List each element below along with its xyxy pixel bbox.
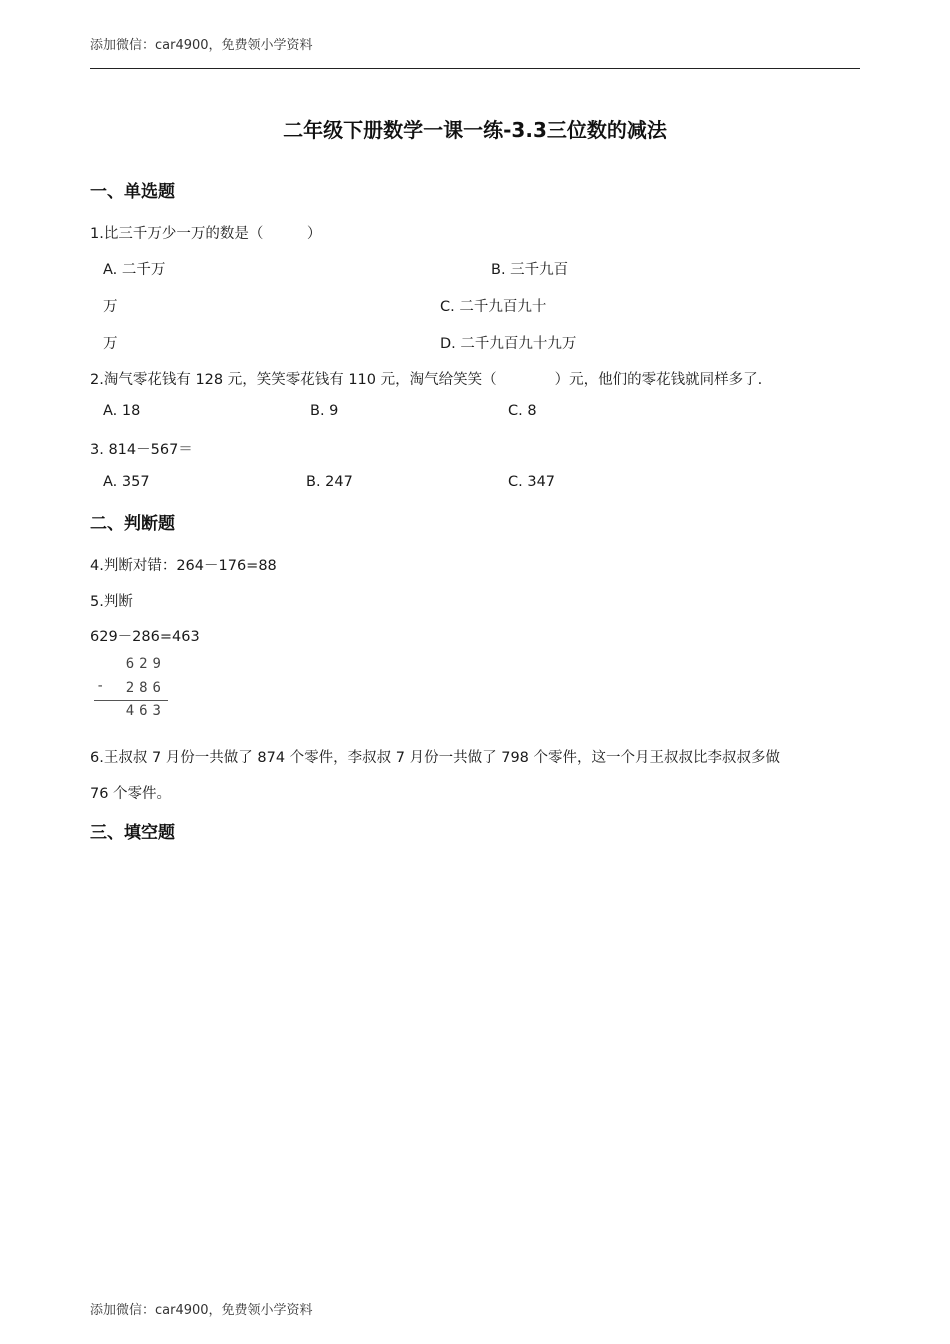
vertical-result-line <box>94 700 168 701</box>
header-divider <box>90 68 860 69</box>
vertical-subtrahend: 286 <box>125 680 166 696</box>
page-header-text: 添加微信：car4900，免费领小学资料 <box>90 38 313 53</box>
question-3-text: 3. 814－567＝ <box>90 442 193 458</box>
page-footer-text: 添加微信：car4900，免费领小学资料 <box>90 1303 313 1318</box>
question-2-option-a[interactable]: A. 18 <box>103 403 141 419</box>
question-2-text: 2.淘气零花钱有 128 元，笑笑零花钱有 110 元，淘气给笑笑（ ）元，他们的零花钱就同样多了. <box>90 372 763 388</box>
question-1-option-c-continuation: 万 <box>103 336 118 352</box>
question-5-text: 5.判断 <box>90 594 133 610</box>
page-title: 二年级下册数学一课一练-3.3三位数的减法 <box>283 118 667 142</box>
section-heading-true-false: 二、判断题 <box>90 514 175 534</box>
question-1-option-c[interactable]: C. 二千九百九十 <box>440 299 547 315</box>
question-1-option-b-continuation: 万 <box>103 299 118 315</box>
question-3-option-a[interactable]: A. 357 <box>103 474 150 490</box>
question-1-option-d[interactable]: D. 二千九百九十九万 <box>440 336 577 352</box>
question-4-text: 4.判断对错：264－176=88 <box>90 558 277 574</box>
question-2-option-b[interactable]: B. 9 <box>310 403 339 419</box>
section-heading-fill-in: 三、填空题 <box>90 823 175 843</box>
question-6-text-line2: 76 个零件。 <box>90 786 172 802</box>
vertical-subtraction-figure <box>92 654 170 722</box>
vertical-minuend: 629 <box>125 656 166 672</box>
question-1-text: 1.比三千万少一万的数是（ ） <box>90 226 322 242</box>
vertical-minus-sign: - <box>96 678 105 694</box>
question-1-option-b[interactable]: B. 三千九百 <box>491 262 569 278</box>
question-1-option-a[interactable]: A. 二千万 <box>103 262 166 278</box>
section-heading-single-choice: 一、单选题 <box>90 182 175 202</box>
question-3-option-b[interactable]: B. 247 <box>306 474 353 490</box>
question-2-option-c[interactable]: C. 8 <box>508 403 537 419</box>
question-6-text-line1: 6.王叔叔 7 月份一共做了 874 个零件，李叔叔 7 月份一共做了 798 个零件，这一个月王叔叔比李叔叔多做 <box>90 750 781 766</box>
vertical-result: 463 <box>125 703 166 719</box>
question-3-option-c[interactable]: C. 347 <box>508 474 556 490</box>
question-5-equation: 629－286=463 <box>90 629 200 645</box>
